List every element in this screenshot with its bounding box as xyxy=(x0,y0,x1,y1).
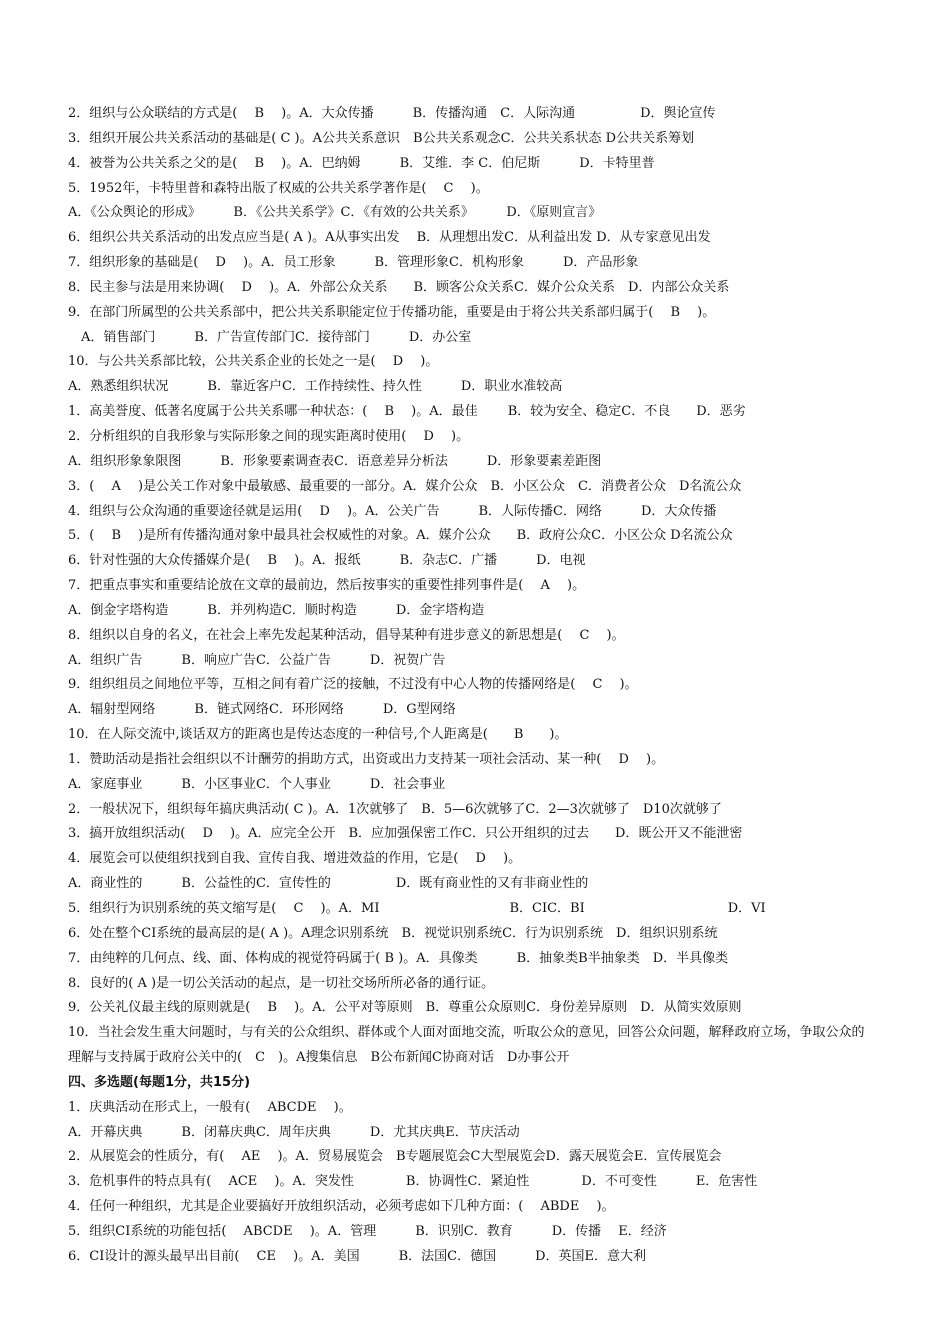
question-line: 10．在人际交流中,谈话双方的距离也是传达态度的一种信号,个人距离是( B )。 xyxy=(68,727,568,743)
question-line: 7．组织形象的基础是( D )。A．员工形象 B．管理形象C．机构形象 D．产品形象 xyxy=(68,255,639,271)
question-line: 3．危机事件的特点具有( ACE )。A．突发性 B．协调性C．紧迫性 D．不可变性 E．危害性 xyxy=(68,1174,758,1190)
question-line: A．组织广告 B．响应广告C．公益广告 D．祝贺广告 xyxy=(68,652,446,668)
question-line: 6．CI设计的源头最早出目前( CE )。A．美国 B．法国C．德国 D．英国E．意大利 xyxy=(68,1248,646,1264)
question-line: A．开幕庆典 B．闭幕庆典C．周年庆典 D．尤其庆典E．节庆活动 xyxy=(68,1124,520,1140)
question-line: 5．组织CI系统的功能包括( ABCDE )。A．管理 B．识别C．教育 D．传播 E．经济 xyxy=(68,1223,667,1239)
question-line: A．倒金字塔构造 B．并列构造C．顺时构造 D．金字塔构造 xyxy=(68,602,485,618)
question-line: 1．赞助活动是指社会组织以不计酬劳的捐助方式，出资或出力支持某一项社会活动、某一种( D )。 xyxy=(68,751,665,767)
question-line: 4．组织与公众沟通的重要途径就是运用( D )。A．公关广告 B．人际传播C．网络 D．大众传播 xyxy=(68,503,717,519)
document-body xyxy=(68,102,868,1270)
question-line: A．组织形象象限图 B．形象要素调查表C．语意差异分析法 D．形象要素差距图 xyxy=(68,453,602,469)
question-line: 4．被誉为公共关系之父的是( B )。A．巴纳姆 B．艾维．李 C．伯尼斯 D．卡特里普 xyxy=(68,155,655,171)
question-line: 7．把重点事实和重要结论放在文章的最前边，然后按事实的重要性排列事件是( A )。 xyxy=(68,578,586,594)
question-line: 3．搞开放组织活动( D )。A．应完全公开 B．应加强保密工作C．只公开组织的过去 D．既公开又不能泄密 xyxy=(68,826,743,842)
question-list-single-choice xyxy=(68,102,868,1021)
question-line: 6．组织公共关系活动的出发点应当是( A )。A从事实出发 B．从理想出发C．从利益出发 D．从专家意见出发 xyxy=(68,230,711,246)
question-line: A．销售部门 B．广告宣传部门C．接待部门 D．办公室 xyxy=(68,329,472,345)
section-heading: 四、多选题(每题1分，共15分) xyxy=(68,1074,251,1090)
question-line: 1．庆典活动在形式上，一般有( ABCDE )。 xyxy=(68,1099,352,1115)
question-line: 2．分析组织的自我形象与实际形象之间的现实距离时使用( D )。 xyxy=(68,428,470,444)
question-line: 6．针对性强的大众传播媒介是( B )。A．报纸 B．杂志C．广播 D．电视 xyxy=(68,553,586,569)
question-line: 2．从展览会的性质分，有( AE )。A．贸易展览会 B专题展览会C大型展览会D．露天展览会E．宣传展览会 xyxy=(68,1149,722,1165)
question-line: 3．组织开展公共关系活动的基础是( C )。A公共关系意识 B公共关系观念C．公共关系状态 D公共关系筹划 xyxy=(68,130,695,146)
question-line: 9．在部门所属型的公共关系部中，把公共关系职能定位于传播功能，重要是由于将公共关系部归属于( B )。 xyxy=(68,304,716,320)
question-line: A．熟悉组织状况 B．靠近客户C．工作持续性、持久性 D．职业水准较高 xyxy=(68,379,563,395)
question-line: 9．公关礼仪最主线的原则就是( B )。A．公平对等原则 B．尊重公众原则C．身份差异原则 D．从简实效原则 xyxy=(68,1000,742,1016)
question-line: A．《公众舆论的形成》 B．《公共关系学》C．《有效的公共关系》 D．《原则宣言》 xyxy=(68,205,602,221)
question-line: 4．任何一种组织，尤其是企业要搞好开放组织活动，必须考虑如下几种方面：( ABDE )。 xyxy=(68,1199,615,1215)
question-line: A．家庭事业 B．小区事业C．个人事业 D．社会事业 xyxy=(68,776,446,792)
question-line: 5．( B )是所有传播沟通对象中最具社会权威性的对象。A．媒介公众 B．政府公众C．小区公众 D名流公众 xyxy=(68,528,733,544)
question-line: 9．组织组员之间地位平等，互相之间有着广泛的接触，不过没有中心人物的传播网络是( C )。 xyxy=(68,677,638,693)
question-line: 7．由纯粹的几何点、线、面、体构成的视觉符码属于( B )。A．具像类 B．抽象类B半抽象类 D．半具像类 xyxy=(68,950,729,966)
question-line: 5．1952年，卡特里普和森特出版了权威的公共关系学著作是( C )。 xyxy=(68,180,489,196)
question-line: 3．( A )是公关工作对象中最敏感、最重要的一部分。A．媒介公众 B．小区公众 C．消费者公众 D名流公众 xyxy=(68,478,742,494)
question-line: 10．当社会发生重大问题时，与有关的公众组织、群体或个人面对面地交流，听取公众的意见，回答公众问题，解释政府立场，争取公众的理解与支持属于政府公关中的( C )。A搜集信息 B公布新闻C协商对话 D办事公开 xyxy=(68,1025,865,1066)
question-list-multiple-choice xyxy=(68,1096,868,1270)
question-line: 2．组织与公众联结的方式是( B )。A．大众传播 B．传播沟通 C．人际沟通 D．舆论宣传 xyxy=(68,106,716,121)
question-line: 5．组织行为识别系统的英文缩写是( C )。A．MI B．CIC．BI D．VI xyxy=(68,901,766,916)
question-line: 6．处在整个CI系统的最高层的是( A )。A理念识别系统 B．视觉识别系统C．行为识别系统 D．组织识别系统 xyxy=(68,925,718,941)
question-line: A．辐射型网络 B．链式网络C．环形网络 D．G型网络 xyxy=(68,702,456,718)
question-line: 8．组织以自身的名义，在社会上率先发起某种活动，倡导某种有进步意义的新思想是( C )。 xyxy=(68,627,625,643)
question-line: A．商业性的 B．公益性的C．宣传性的 D．既有商业性的又有非商业性的 xyxy=(68,876,589,892)
question-line: 10．与公共关系部比较，公共关系企业的长处之一是( D )。 xyxy=(68,354,439,370)
question-line: 1．高美誉度、低著名度属于公共关系哪一种状态：( B )。A．最佳 B．较为安全、稳定C．不良 D．恶劣 xyxy=(68,404,746,420)
question-line: 2．一般状况下，组织每年搞庆典活动( C )。A．1次就够了 B．5—6次就够了C．2—3次就够了 D10次就够了 xyxy=(68,801,722,817)
question-line: 8．民主参与法是用来协调( D )。A．外部公众关系 B．顾客公众关系C．媒介公众关系 D．内部公众关系 xyxy=(68,279,730,295)
question-line: 8．良好的( A )是一切公关活动的起点，是一切社交场所所必备的通行证。 xyxy=(68,975,495,991)
question-line: 4．展览会可以使组织找到自我、宣传自我、增进效益的作用，它是( D )。 xyxy=(68,851,522,867)
